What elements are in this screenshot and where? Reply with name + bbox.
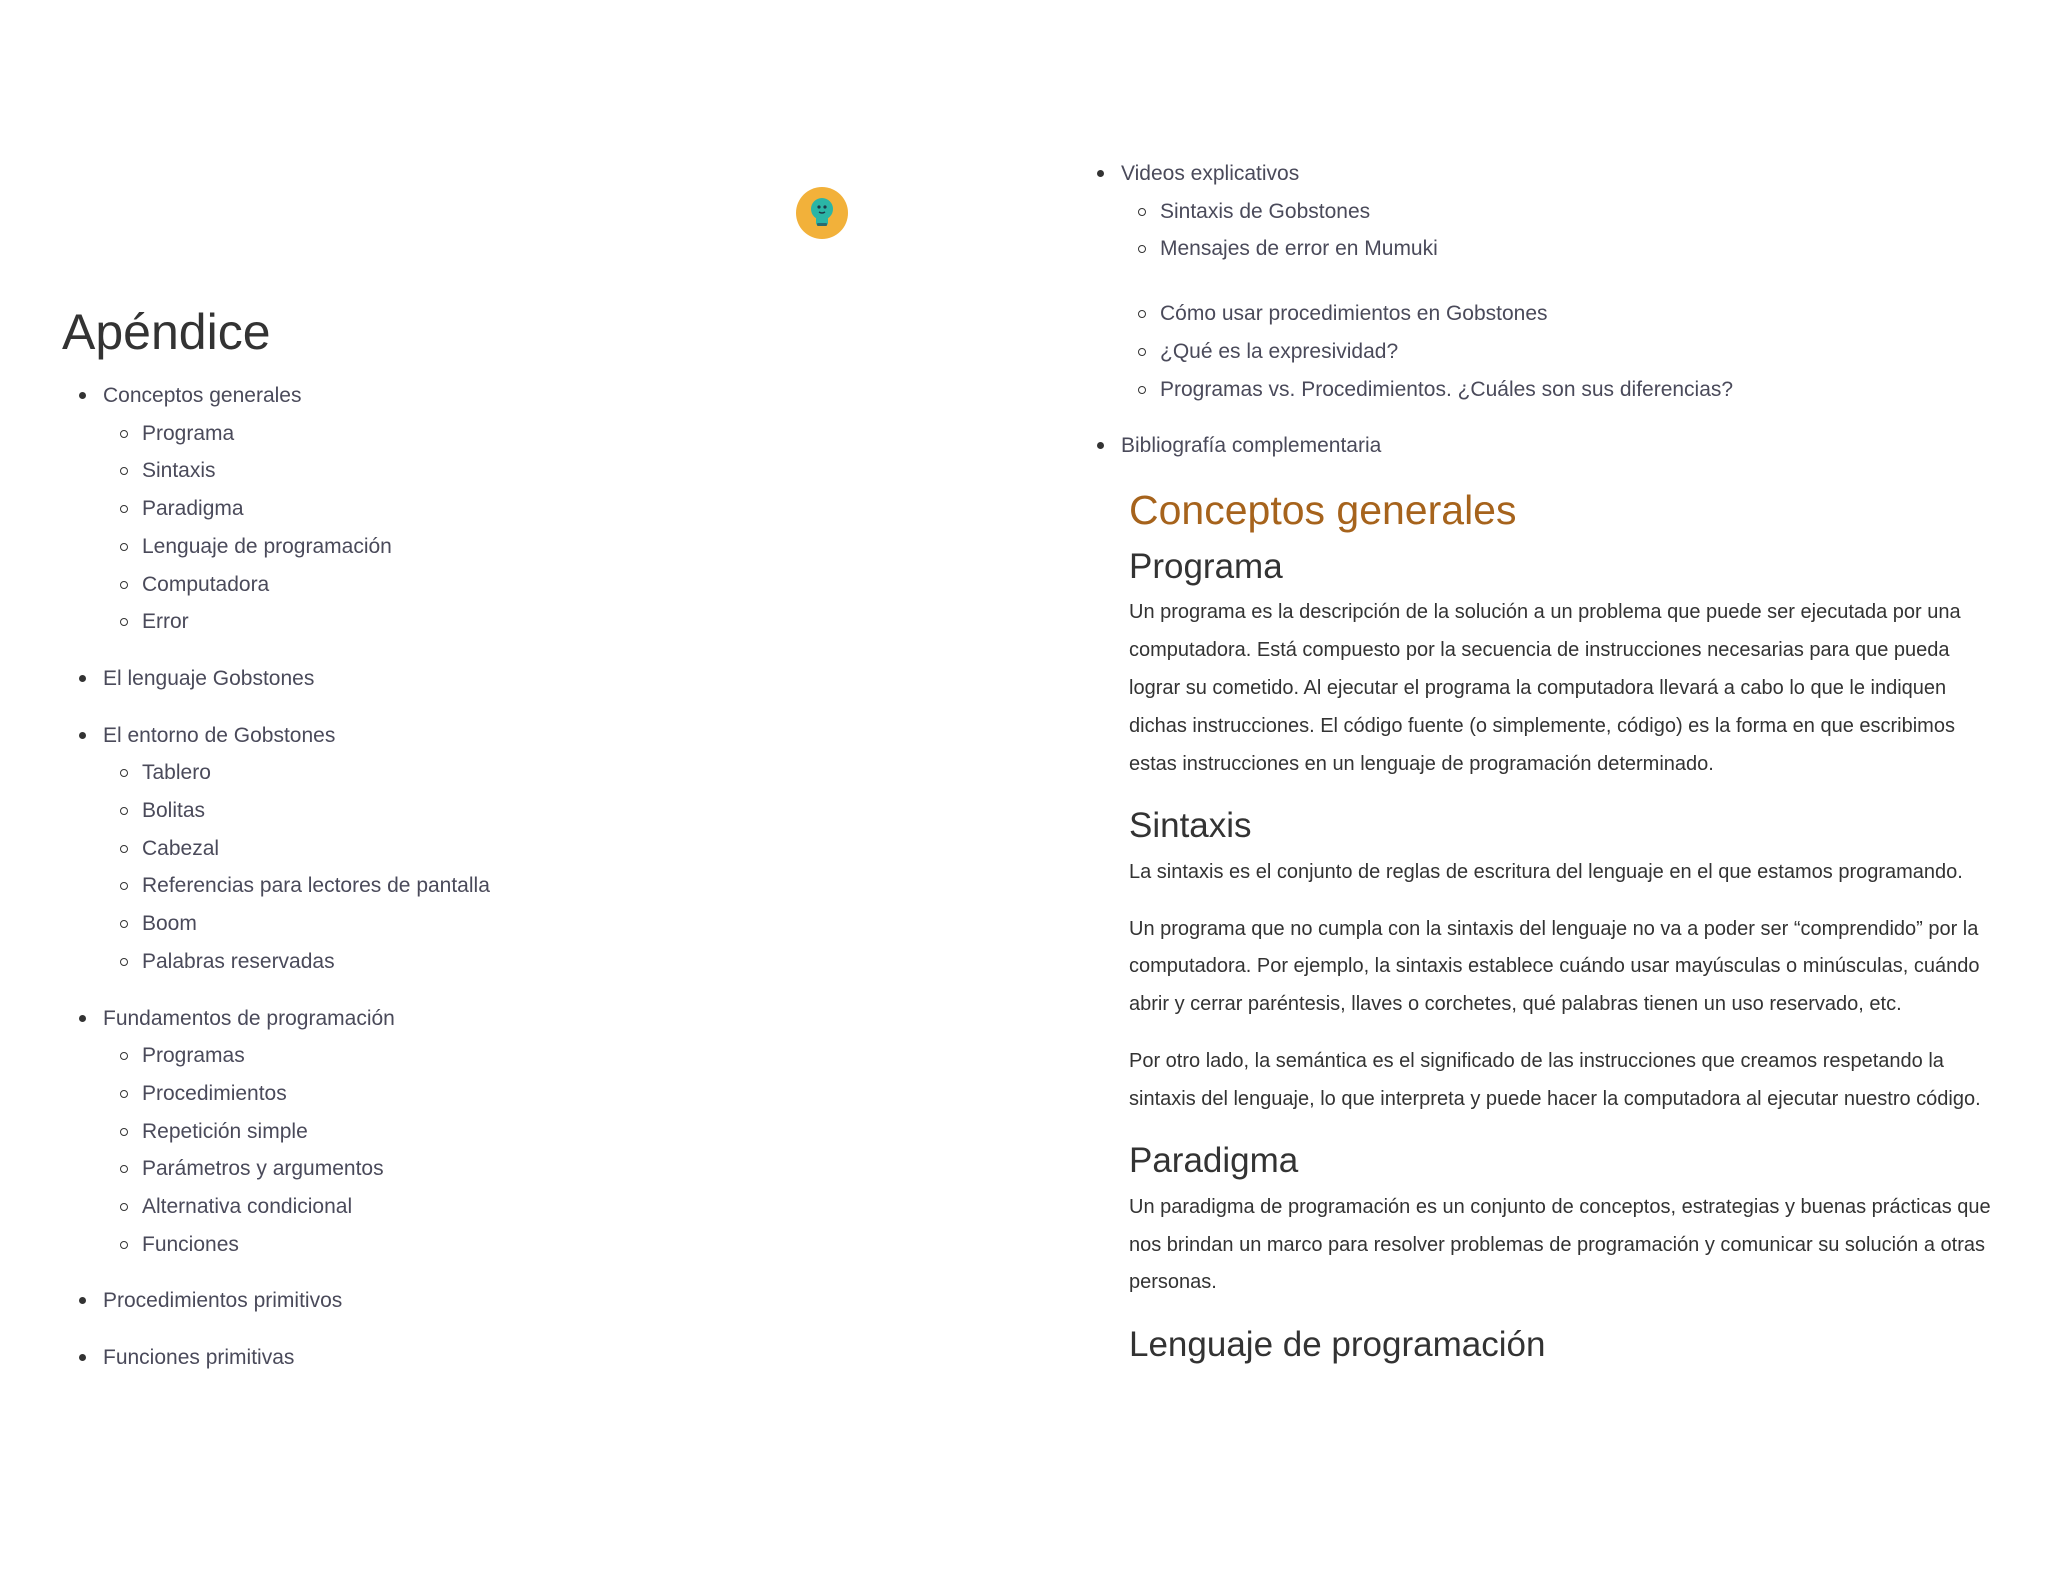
video-link-mensajes-error[interactable]: Mensajes de error en Mumuki: [1160, 237, 1438, 261]
toc-link-videos[interactable]: Videos explicativos: [1121, 162, 1300, 185]
content-panel: [1080, 155, 2000, 1372]
toc-link-bolitas[interactable]: Bolitas: [142, 799, 206, 823]
paragraph-sintaxis-1: La sintaxis es el conjunto de reglas de escritura del lenguaje en el que estamos programando.: [1129, 860, 1963, 883]
toc-subitem-referencias: [103, 867, 962, 905]
toc-subitem-cabezal: [103, 830, 962, 868]
video-item: [1121, 230, 2000, 268]
toc-subitem-boom: [103, 905, 962, 943]
toc-item-procedimientos-primitivos: [62, 1282, 962, 1320]
toc-subitem-sintaxis: [103, 452, 962, 490]
toc-subitem-repeticion-simple: [103, 1113, 962, 1151]
video-link-procedimientos[interactable]: Cómo usar procedimientos en Gobstones: [1160, 302, 1548, 326]
section-content: [1080, 543, 2000, 1368]
toc-link-tablero[interactable]: Tablero: [142, 761, 211, 785]
toc-link-entorno-gobstones[interactable]: El entorno de Gobstones: [103, 723, 336, 747]
toc-subitem-bolitas: [103, 792, 962, 830]
video-item: [1121, 295, 2000, 333]
appendix-title: Apéndice: [62, 304, 271, 360]
toc-subitem-programas: [103, 1037, 962, 1075]
video-item: [1121, 193, 2000, 231]
toc-link-bibliografia[interactable]: Bibliografía complementaria: [1121, 434, 1382, 458]
toc-link-paradigma[interactable]: Paradigma: [142, 497, 244, 521]
toc-link-programas[interactable]: Programas: [142, 1044, 245, 1068]
toc-subitem-alternativa: [103, 1188, 962, 1226]
video-link-sintaxis-gobstones[interactable]: Sintaxis de Gobstones: [1160, 199, 1371, 223]
toc-subitem-parametros: [103, 1150, 962, 1188]
appendix-panel: [62, 300, 962, 1396]
video-item: [1121, 371, 2000, 409]
toc-link-parametros[interactable]: Parámetros y argumentos: [142, 1157, 384, 1181]
heading-programa: Programa: [1129, 547, 1283, 587]
toc-subitem-tablero: [103, 754, 962, 792]
paragraph-sintaxis-2: Un programa que no cumpla con la sintaxis del lenguaje no va a poder ser “comprendido” por la computadora. Por ejemplo, la sintaxis establece cuándo usar mayúsculas o minúsculas, cuándo abrir y cerrar paréntesis, llaves o corchetes, qué palabras tienen un uso reservado, etc.: [1129, 917, 1980, 1016]
toc-link-conceptos-generales[interactable]: Conceptos generales: [103, 384, 302, 407]
section-title-conceptos-generales: Conceptos generales: [1129, 486, 1517, 533]
paragraph-paradigma: Un paradigma de programación es un conjunto de conceptos, estrategias y buenas prácticas que nos brindan un marco para resolver problemas de programación y comunicar su solución a otras personas.: [1129, 1195, 1991, 1294]
toc-link-boom[interactable]: Boom: [142, 912, 197, 936]
toc-link-fundamentos[interactable]: Fundamentos de programación: [103, 1006, 395, 1030]
toc-item-funciones-primitivas: [62, 1339, 962, 1377]
toc-link-programa[interactable]: Programa: [142, 421, 235, 445]
video-link-programas-vs-procedimientos[interactable]: Programas vs. Procedimientos. ¿Cuáles son sus diferencias?: [1160, 377, 1734, 401]
video-link-expresividad[interactable]: ¿Qué es la expresividad?: [1160, 339, 1399, 363]
toc-link-funciones[interactable]: Funciones: [142, 1232, 239, 1256]
video-item: [1121, 333, 2000, 371]
toc-link-procedimientos[interactable]: Procedimientos: [142, 1081, 287, 1105]
page-bottom-margin: [0, 1404, 2048, 1582]
lightbulb-icon: [796, 187, 848, 239]
paragraph-sintaxis-3: Por otro lado, la semántica es el significado de las instrucciones que creamos respetando la sintaxis del lenguaje, lo que interpreta y puede hacer la computadora al ejecutar nuestro código.: [1129, 1049, 1981, 1110]
resources-toc: [1080, 155, 2000, 465]
toc-subitem-lenguaje: [103, 528, 962, 566]
heading-lenguaje-programacion: Lenguaje de programación: [1129, 1325, 1546, 1365]
toc-subitem-palabras-reservadas: [103, 943, 962, 981]
toc-link-error[interactable]: Error: [142, 610, 189, 634]
toc-link-cabezal[interactable]: Cabezal: [142, 836, 220, 860]
toc-subitem-funciones: [103, 1226, 962, 1264]
toc-subitem-computadora: [103, 566, 962, 604]
toc-link-sintaxis[interactable]: Sintaxis: [142, 459, 216, 483]
toc-item-bibliografia: [1080, 427, 2000, 465]
heading-sintaxis: Sintaxis: [1129, 806, 1252, 846]
toc-item-videos: [1080, 155, 2000, 408]
toc-subitem-programa: [103, 415, 962, 453]
heading-paradigma: Paradigma: [1129, 1141, 1299, 1181]
toc-subitem-error: [103, 603, 962, 641]
toc-link-lenguaje[interactable]: Lenguaje de programación: [142, 534, 392, 558]
toc-link-repeticion-simple[interactable]: Repetición simple: [142, 1119, 308, 1143]
toc-item-lenguaje-gobstones: [62, 660, 962, 698]
toc-link-referencias[interactable]: Referencias para lectores de pantalla: [142, 874, 490, 898]
toc-link-procedimientos-primitivos[interactable]: Procedimientos primitivos: [103, 1289, 343, 1313]
toc-link-alternativa[interactable]: Alternativa condicional: [142, 1195, 353, 1219]
toc-subitem-paradigma: [103, 490, 962, 528]
toc-subitem-procedimientos: [103, 1075, 962, 1113]
toc-item-entorno-gobstones: [62, 717, 962, 981]
toc-link-palabras-reservadas[interactable]: Palabras reservadas: [142, 949, 335, 973]
toc-link-lenguaje-gobstones[interactable]: El lenguaje Gobstones: [103, 666, 315, 690]
paragraph-programa: Un programa es la descripción de la solución a un problema que puede ser ejecutada por una computadora. Está compuesto por la secuencia de instrucciones necesarias para que pueda lograr su cometido. Al ejecutar el programa la computadora llevará a cabo lo que le indiquen dichas instrucciones. El código fuente (o simplemente, código) es la forma en que escribimos estas instrucciones en un lenguaje de programación determinado.: [1129, 601, 1961, 775]
toc-item-conceptos-generales: [62, 377, 962, 641]
toc-link-funciones-primitivas[interactable]: Funciones primitivas: [103, 1346, 295, 1370]
toc-link-computadora[interactable]: Computadora: [142, 572, 270, 596]
appendix-toc: [62, 377, 962, 1377]
toc-item-fundamentos: [62, 1000, 962, 1264]
